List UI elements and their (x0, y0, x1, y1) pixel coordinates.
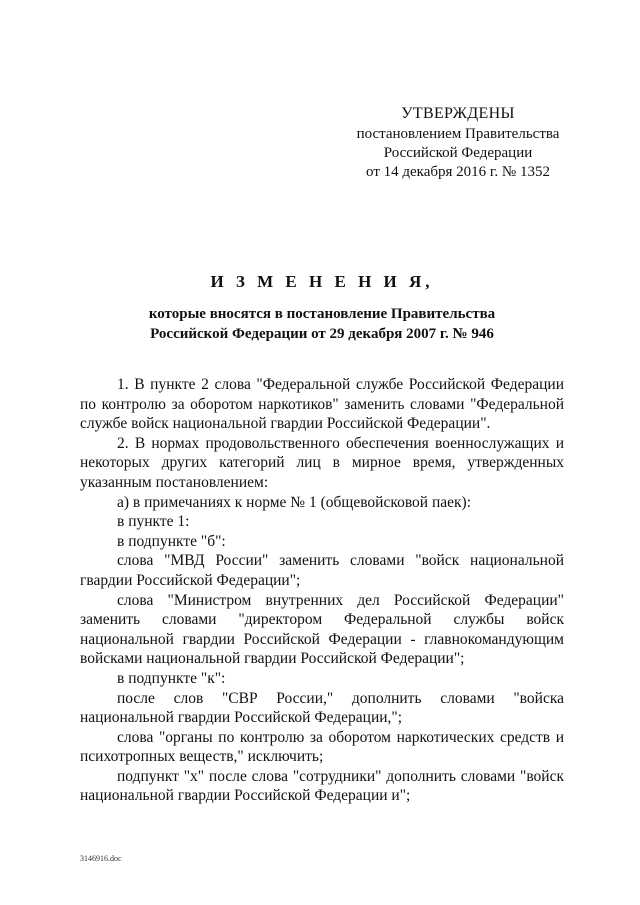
approval-line-2: Российской Федерации (383, 145, 533, 161)
paragraph: 2. В нормах продовольственного обеспечения военнослужащих и некоторых других категорий лиц в мирное время, утвержденных указанным постановлением: (80, 434, 564, 491)
document-body (80, 375, 564, 806)
approval-stamp (340, 104, 576, 182)
approval-title: УТВЕРЖДЕНЫ (401, 105, 515, 122)
paragraph: 1. В пункте 2 слова "Федеральной службе Российской Федерации по контролю за оборотом наркотиков" заменить словами "Федеральной службе войск национальной гвардии Российской Федерации". (80, 376, 564, 433)
footer-filename: 3146916.doc (80, 854, 122, 863)
approval-line-1: постановлением Правительства (356, 126, 560, 142)
paragraph: подпункт "х" после слова "сотрудники" дополнить словами "войск национальной гвардии Российской Федерации и"; (80, 767, 564, 805)
paragraph: в подпункте "к": (117, 669, 226, 687)
paragraph: слова "Министром внутренних дел Российской Федерации" заменить словами "директором Федеральной службы войск национальной гвардии Российской Федерации - главнокомандующим войсками национальной гвардии Российской Федерации"; (80, 591, 564, 668)
document-subtitle-line-1: которые вносятся в постановление Правительства (148, 306, 496, 322)
paragraph: в подпункте "б": (117, 532, 226, 550)
paragraph: после слов "СВР России," дополнить словами "войска национальной гвардии Российской Федерации,"; (80, 689, 564, 727)
document-heading (80, 272, 564, 344)
paragraph: слова "органы по контролю за оборотом наркотических средств и психотропных веществ," исключить; (80, 728, 564, 766)
document-subtitle-line-2: Российской Федерации от 29 декабря 2007 г. № 946 (150, 326, 494, 342)
paragraph: а) в примечаниях к норме № 1 (общевойсковой паек): (117, 493, 472, 511)
paragraph: слова "МВД России" заменить словами "войск национальной гвардии Российской Федерации"; (80, 552, 564, 589)
approval-line-3: от 14 декабря 2016 г. № 1352 (366, 164, 550, 180)
paragraph: в пункте 1: (117, 513, 190, 531)
document-title: И З М Е Н Е Н И Я, (210, 272, 434, 291)
